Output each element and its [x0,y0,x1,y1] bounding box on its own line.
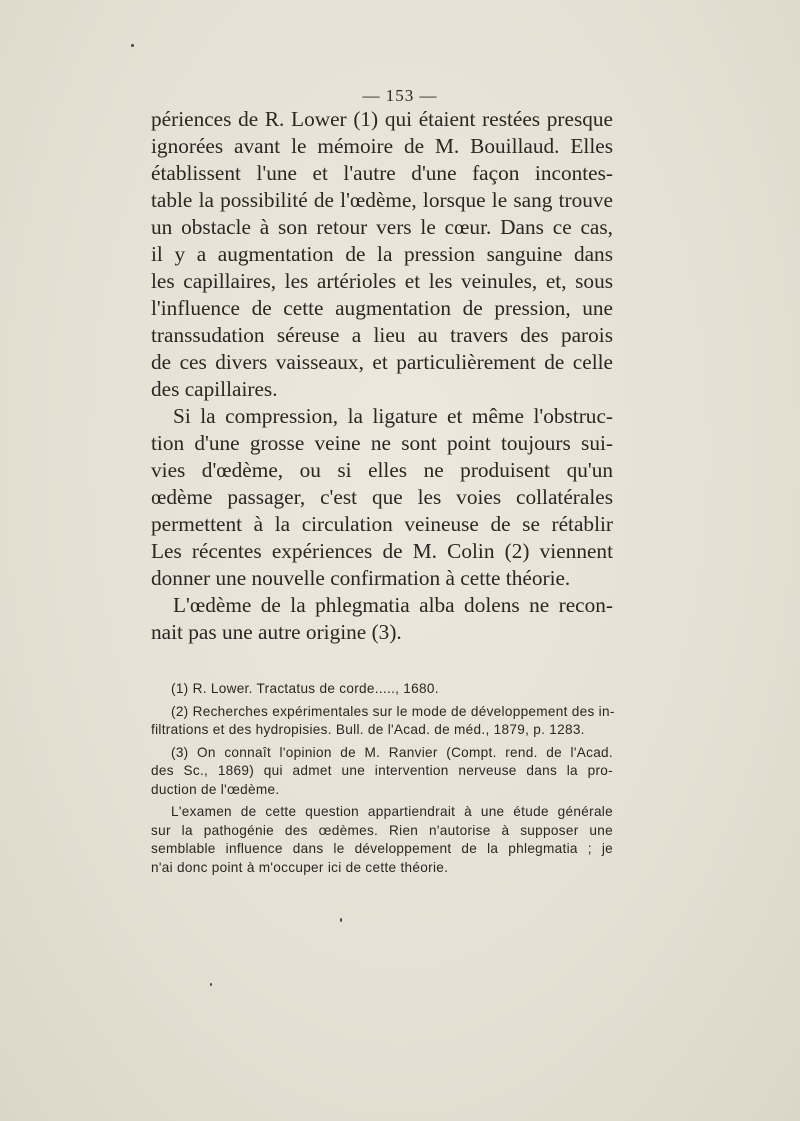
footnote-line: n'ai donc point à m'occuper ici de cette théorie. [151,859,449,875]
body-line: il y a augmentation de la pression sanguine dans [151,242,613,266]
page-speck [340,918,342,922]
body-line: Les récentes expériences de M. Colin (2) viennent [151,539,613,563]
footnote-line: (3) On connaît l'opinion de M. Ranvier (Compt. rend. de l'Acad. [171,744,613,760]
page-speck [210,983,212,986]
body-line: œdème passager, c'est que les voies collatérales [151,485,613,509]
body-line: établissent l'une et l'autre d'une façon incontes- [151,161,613,185]
footnote-line: (1) R. Lower. Tractatus de corde....., 1680. [171,681,439,696]
footnote-line: filtrations et des hydropisies. Bull. de l'Acad. de méd., 1879, p. 1283. [151,722,585,737]
footnote-line: duction de l'œdème. [151,781,280,797]
body-line: donner une nouvelle confirmation à cette théorie. [151,566,571,590]
footnote [151,703,613,740]
body-line: des capillaires. [151,377,278,401]
footnote-line: sur la pathogénie des œdèmes. Rien n'autorise à supposer une [151,822,613,838]
footnote-line: L'examen de cette question appartiendrait à une étude générale [171,804,613,819]
body-line: table la possibilité de l'œdème, lorsque le sang trouve [151,188,613,212]
footnote-line: semblable influence dans le développement de la phlegmatia ; je [151,841,613,856]
page-speck [131,44,134,47]
body-line: un obstacle à son retour vers le cœur. Dans ce cas, [151,215,613,239]
body-line: nait pas une autre origine (3). [151,620,402,644]
body-line: l'influence de cette augmentation de pression, une [151,296,613,320]
footnote [151,744,613,800]
footnote [151,680,613,699]
body-text [151,106,613,646]
body-line: ignorées avant le mémoire de M. Bouillaud. Elles [151,134,613,158]
body-line: tion d'une grosse veine ne sont point toujours sui- [151,431,613,455]
body-line: permettent à la circulation veineuse de se rétablir [151,512,613,536]
footnote [151,803,613,877]
body-line: périences de R. Lower (1) qui étaient restées presque [151,107,613,131]
footnote-line: (2) Recherches expérimentales sur le mode de développement des in- [171,703,615,719]
footnotes [151,680,613,877]
footnote-line: des Sc., 1869) qui admet une intervention nerveuse dans la pro- [151,763,613,778]
body-line: vies d'œdème, ou si elles ne produisent qu'un [151,458,613,482]
body-line: L'œdème de la phlegmatia alba dolens ne recon- [173,593,613,617]
body-line: Si la compression, la ligature et même l'obstruc- [173,404,613,428]
page-number: — 153 — [362,86,438,105]
body-line: transsudation séreuse a lieu au travers des parois [151,323,613,347]
body-line: de ces divers vaisseaux, et particulièrement de celle [151,350,613,374]
body-line: les capillaires, les artérioles et les veinules, et, sous [151,269,613,293]
